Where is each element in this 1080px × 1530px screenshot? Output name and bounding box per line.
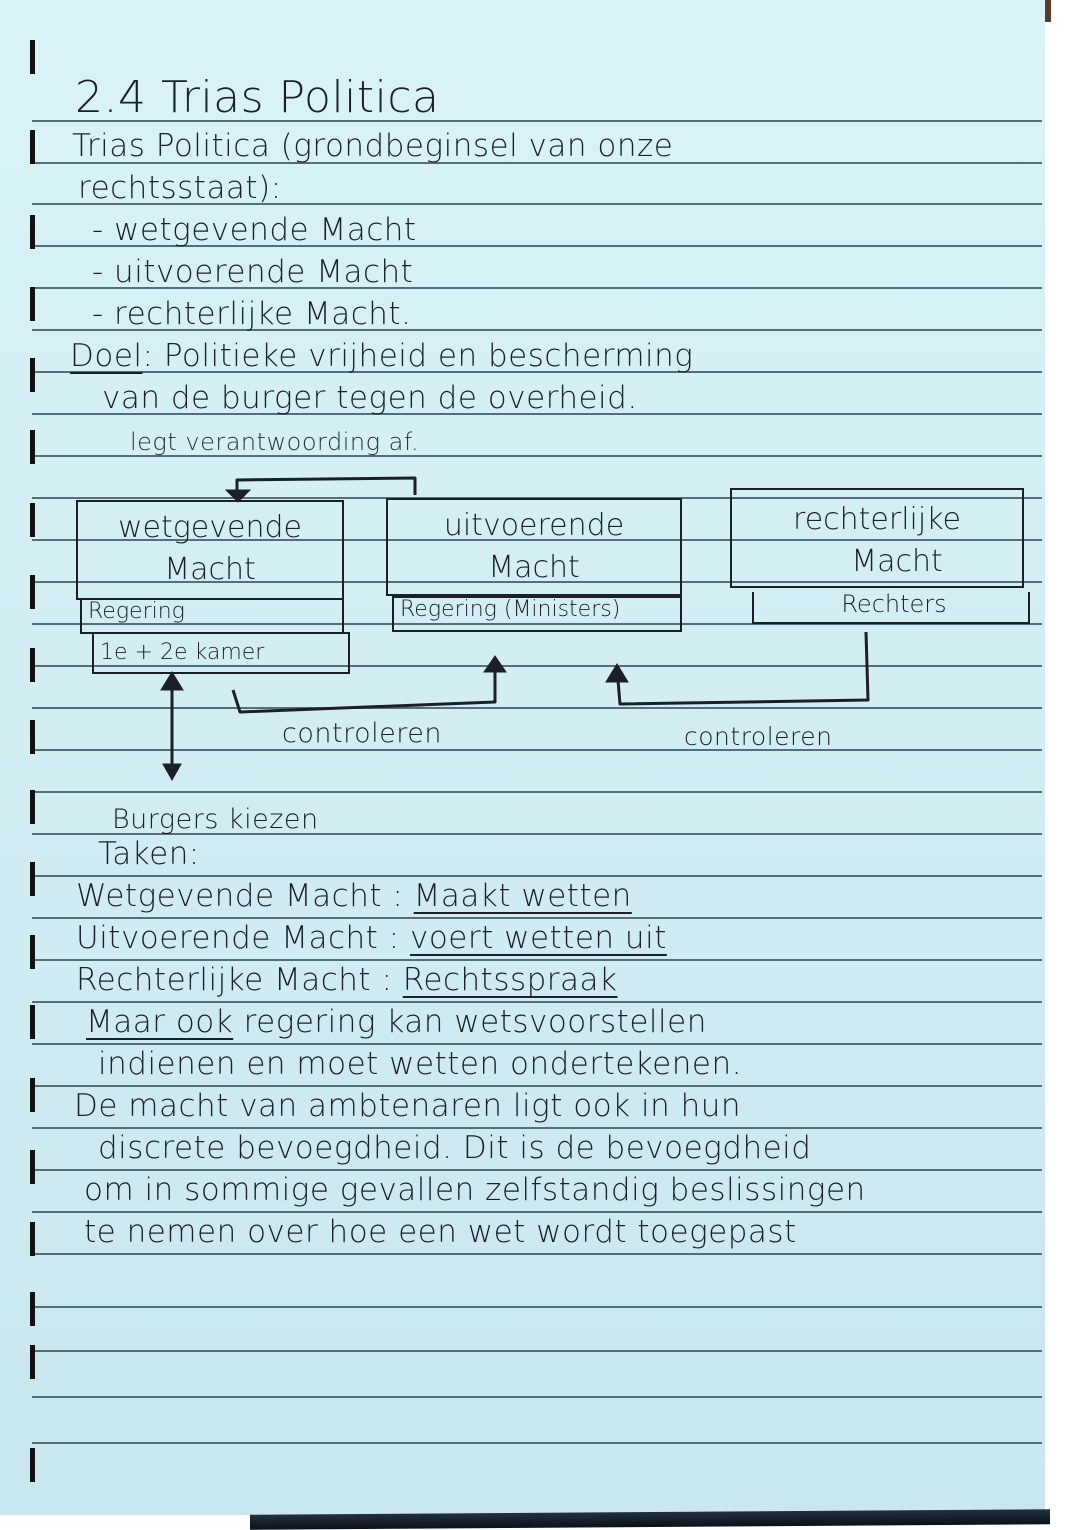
page-title: 2.4 Trias Politica [75, 72, 440, 123]
intro-line-2: rechtsstaat): [78, 170, 282, 206]
box-rechterlijke-sub-rechters: Rechters [752, 592, 1030, 624]
label-burgers-kiezen: Burgers kiezen [112, 804, 319, 835]
doel-text: : Politieke vrijheid en bescherming [142, 338, 694, 374]
notes-line-2: indienen en moet wetten ondertekenen. [98, 1046, 742, 1082]
arrowhead-up-kamer [161, 672, 183, 690]
notes-line-5: om in sommige gevallen zelfstandig beslissingen [84, 1172, 866, 1208]
label-controleren-left: controleren [282, 718, 442, 749]
taken-value: voert wetten uit [409, 920, 667, 956]
arrowhead-down-burgers [163, 764, 181, 780]
diagram-top-label: legt verantwoording af. [130, 428, 420, 456]
arrowhead-up-box2 [484, 656, 506, 672]
taken-value: Rechtsspraak [402, 962, 618, 998]
box-wetgevende-sub-regering: Regering [80, 598, 344, 634]
box-title: uitvoerende [443, 508, 625, 543]
box-uitvoerende-sub-regering: Regering (Ministers) [392, 596, 682, 632]
list-item-uitvoerende: - uitvoerende Macht [92, 254, 414, 290]
arrowhead-down-box1 [226, 490, 250, 502]
arrowhead-up-box2-right [606, 664, 628, 682]
doel-line-2: van de burger tegen de overheid. [102, 380, 638, 416]
notes-line-1 [86, 1004, 707, 1040]
box-title: wetgevende [118, 510, 302, 545]
taken-heading: Taken: [98, 836, 200, 872]
arrow-controleren-right [618, 632, 868, 704]
maar-ook-label: Maar ook [86, 1004, 234, 1040]
notes-line-6: te nemen over hoe een wet wordt toegepast [84, 1214, 797, 1250]
intro-line-1: Trias Politica (grondbeginsel van onze [72, 128, 674, 164]
arrow-accountability [237, 478, 415, 495]
label-controleren-right: controleren [684, 722, 833, 751]
notes-line-1-rest: regering kan wetsvoorstellen [233, 1004, 707, 1040]
taken-row-wetgevende [76, 878, 632, 914]
taken-label: Uitvoerende Macht : [76, 920, 400, 956]
box-wetgevende-sub-kamer: 1e + 2e kamer [92, 632, 350, 674]
list-item-rechterlijke: - rechterlijke Macht. [92, 296, 412, 332]
arrow-controleren-left [233, 672, 495, 712]
taken-row-rechterlijke [76, 962, 618, 998]
box-title-2: Macht [488, 550, 580, 585]
list-item-wetgevende: - wetgevende Macht [92, 212, 417, 248]
doel-label: Doel [70, 338, 143, 374]
taken-label: Wetgevende Macht : [76, 878, 404, 914]
taken-label: Rechterlijke Macht : [76, 962, 393, 998]
box-title-2: Macht [164, 552, 256, 587]
taken-value: Maakt wetten [413, 878, 632, 914]
notes-line-4: discrete bevoegdheid. Dit is de bevoegdheid [98, 1130, 812, 1166]
notes-line-3: De macht van ambtenaren ligt ook in hun [74, 1088, 742, 1124]
taken-row-uitvoerende [76, 920, 667, 956]
box-title: rechterlijke [793, 502, 961, 537]
box-title-2: Macht [851, 544, 943, 579]
